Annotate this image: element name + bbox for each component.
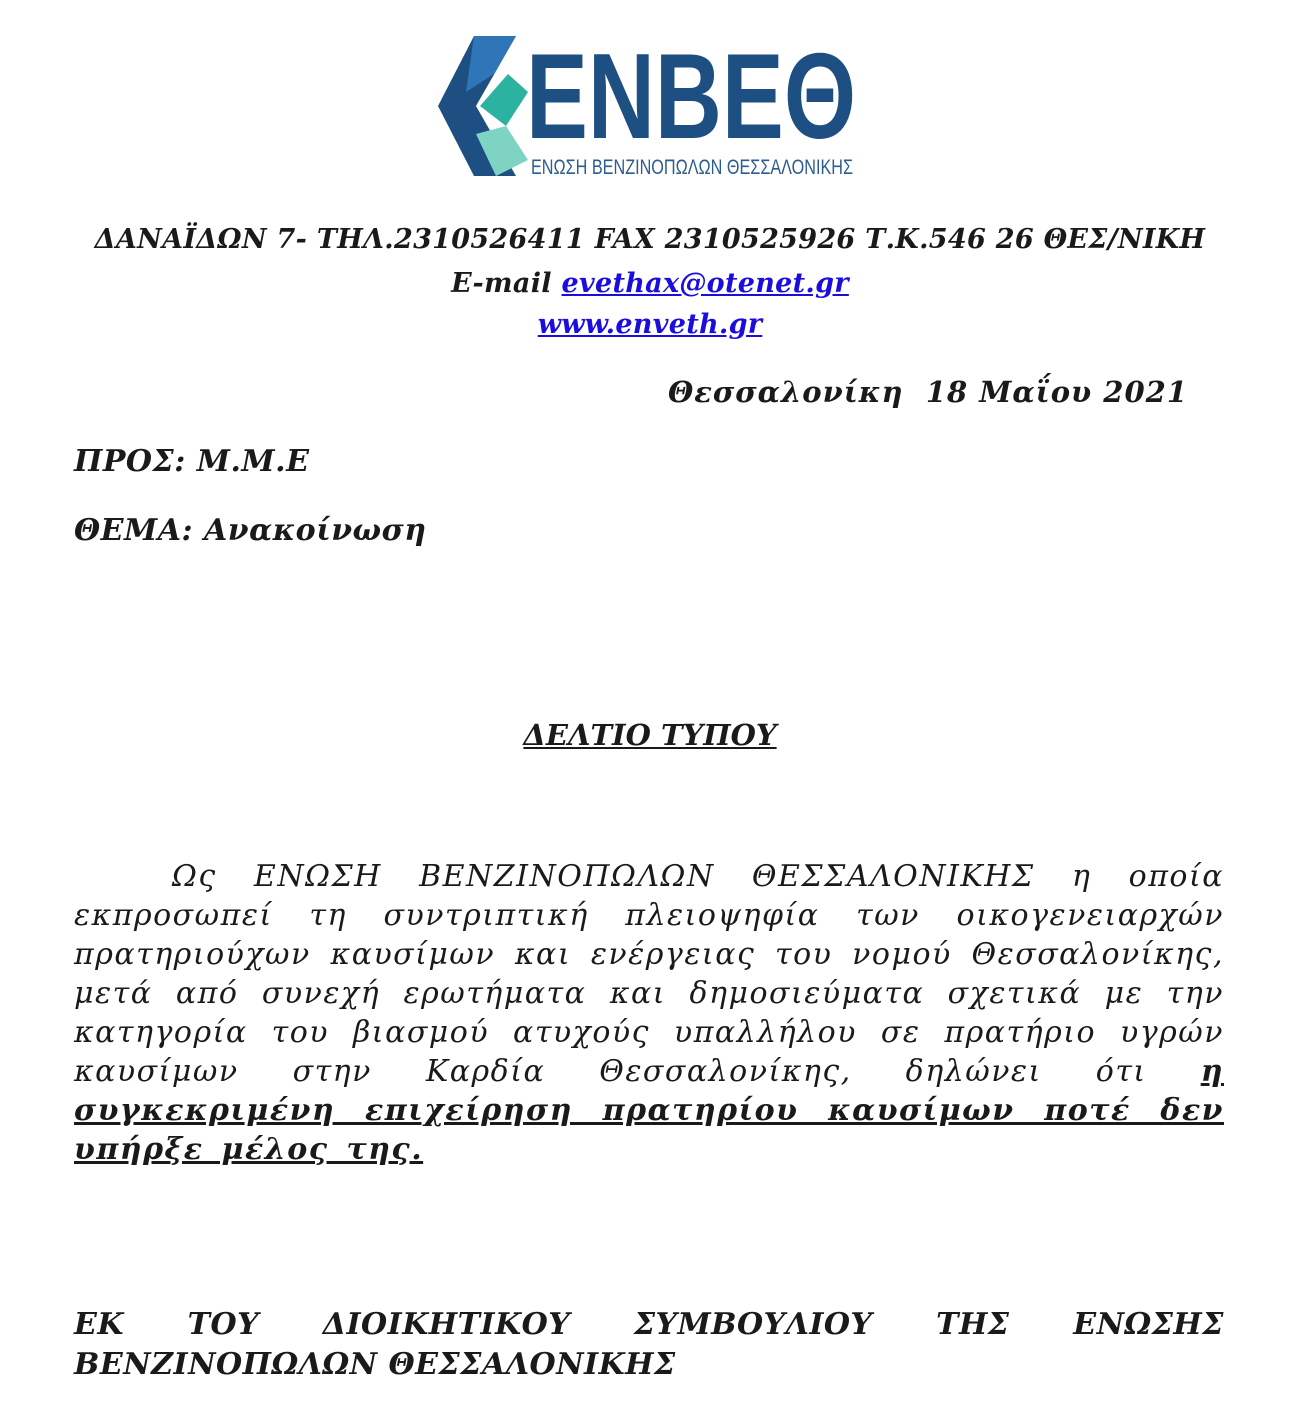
document-date: Θεσσαλονίκη 18 Μαΐου 2021: [668, 375, 1188, 409]
subject-line: [74, 513, 427, 548]
organization-logo: [436, 34, 866, 180]
contact-address: ΔΑΝΑΪΔΩΝ 7- ΤΗΛ.2310526411 FAX 2310525926 Τ.Κ.546 26 ΘΕΣ/ΝΙΚΗ: [94, 224, 1206, 255]
website-link[interactable]: www.enveth.gr: [537, 309, 763, 340]
logo-wordmark: ΕΝΒΕΘ: [526, 34, 856, 164]
body-emphasis: η συγκεκριμένη επιχείρηση πρατηρίου καυσίμων ποτέ δεν υπήρξε μέλος της.: [74, 1054, 1224, 1167]
signature-line-2: ΒΕΝΖΙΝΟΠΩΛΩΝ ΘΕΣΣΑΛΟΝΙΚΗΣ: [74, 1347, 676, 1382]
website-line: [0, 309, 1300, 340]
signature-block: [74, 1305, 1224, 1385]
subject-label: ΘΕΜΑ:: [74, 513, 194, 548]
contact-email-line: [0, 268, 1300, 299]
body-text: Ως ΕΝΩΣΗ ΒΕΝΖΙΝΟΠΩΛΩΝ ΘΕΣΣΑΛΟΝΙΚΗΣ η οποία εκπροσωπεί τη συντριπτική πλειοψηφία των οικογενειαρχών πρατηριούχων καυσίμων και ενέργειας του νομού Θεσσαλονίκης, μετά από συνεχή ερωτήματα και δημοσιεύματα σχετικά με την κατηγορία του βιασμού ατυχούς υπαλλήλου σε πρατήριο υγρών καυσίμων στην Καρδία Θεσσαλονίκης, δηλώνει ότι: [74, 859, 1224, 1089]
signature-line-1: ΕΚ ΤΟΥ ΔΙΟΙΚΗΤΙΚΟΥ ΣΥΜΒΟΥΛΙΟΥ ΤΗΣ ΕΝΩΣΗΣ: [74, 1307, 1224, 1342]
subject-value: Ανακοίνωση: [204, 513, 427, 548]
email-label: E-mail: [451, 268, 562, 299]
email-link[interactable]: evethax@otenet.gr: [561, 268, 849, 299]
press-release-title: ΔΕΛΤΙΟ ΤΥΠΟΥ: [523, 718, 777, 752]
press-release-body: [74, 857, 1224, 1169]
recipient-value: Μ.Μ.Ε: [196, 444, 310, 479]
recipient-line: [74, 444, 309, 479]
recipient-label: ΠΡΟΣ:: [74, 444, 186, 479]
logo-tagline: ΕΝΩΣΗ ΒΕΝΖΙΝΟΠΩΛΩΝ ΘΕΣΣΑΛΟΝΙΚΗΣ: [531, 156, 854, 179]
